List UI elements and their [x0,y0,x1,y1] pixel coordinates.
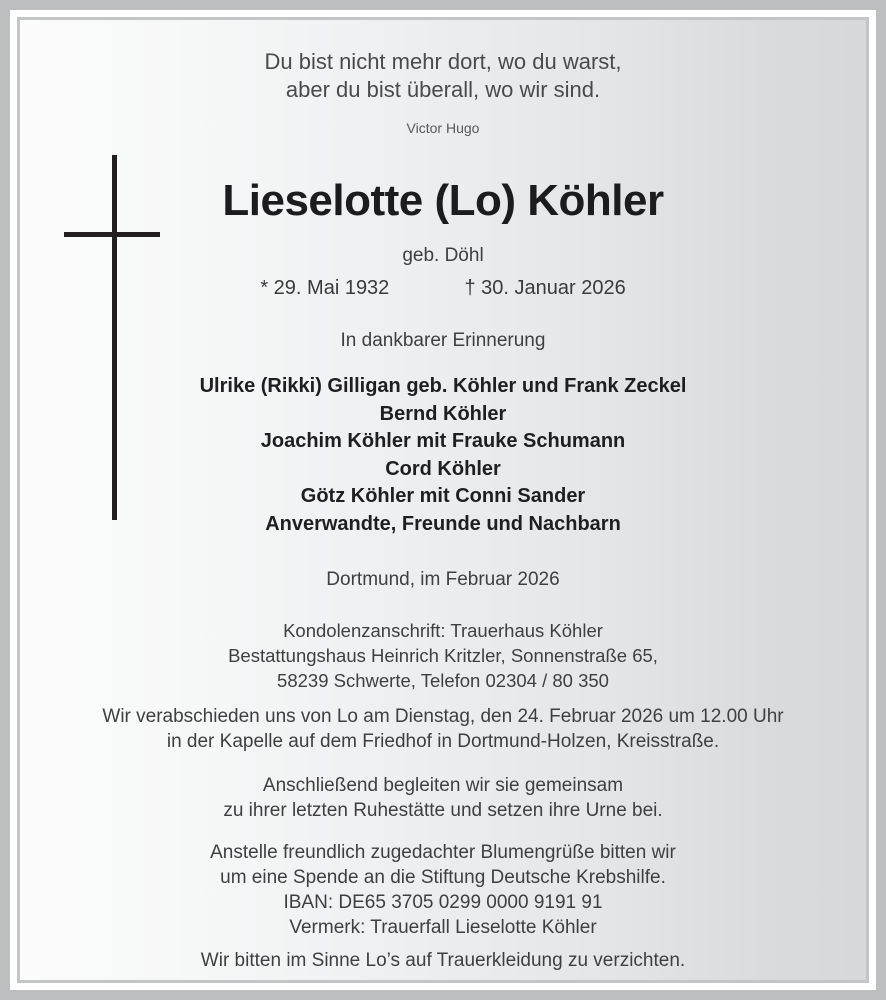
donation-line-2: um eine Spende an die Stiftung Deutsche Krebshilfe. [220,867,666,888]
family-list-item: Anverwandte, Freunde und Nachbarn [265,512,621,535]
family-list [20,373,866,538]
obituary-frame-rule [17,17,869,983]
death-date: 30. Januar 2026 [481,277,626,299]
obituary-card [20,20,866,980]
interment-line-1: Anschließend begleiten wir sie gemeinsam [262,775,624,796]
deceased-name: Lieselotte (Lo) Köhler [222,176,664,225]
obituary-frame-gap [10,10,876,990]
birth-date: 29. Mai 1932 [273,277,390,299]
death-symbol: † [464,277,476,299]
family-list-item: Ulrike (Rikki) Gilligan geb. Köhler und Frank Zeckel [199,375,687,397]
farewell-service-details [20,704,866,754]
family-list-item: Joachim Köhler mit Frauke Schumann [260,430,626,452]
farewell-line-2: in der Kapelle auf dem Friedhof in Dortmund-Holzen, Kreisstraße. [166,731,720,752]
farewell-line-1: Wir verabschieden uns von Lo am Dienstag, den 24. Februar 2026 um 12.00 Uhr [102,706,784,727]
donation-request [20,840,866,940]
condolence-address-line-1: Kondolenzanschrift: Trauerhaus Köhler [283,620,603,641]
deceased-maiden-name: geb. Döhl [402,245,484,266]
donation-reference: Vermerk: Trauerfall Lieselotte Köhler [289,917,597,938]
donation-line-1: Anstelle freundlich zugedachter Blumengrüße bitten wir [210,842,676,863]
condolence-address-line-3: 58239 Schwerte, Telefon 02304 / 80 350 [277,670,609,691]
interment-line-2: zu ihrer letzten Ruhestätte und setzen ihre Urne bei. [223,800,663,821]
memoriam-heading: In dankbarer Erinnerung [340,330,546,351]
epitaph-attribution: Victor Hugo [406,120,480,136]
interment-details [20,773,866,823]
family-list-item: Bernd Köhler [379,402,507,425]
dresscode-request: Wir bitten im Sinne Lo’s auf Trauerkleidung zu verzichten. [200,950,686,971]
condolence-address [20,618,866,693]
family-list-item: Cord Köhler [385,457,501,480]
deceased-life-dates [20,275,866,301]
family-list-item: Götz Köhler mit Conni Sander [300,485,586,507]
condolence-address-line-2: Bestattungshaus Heinrich Kritzler, Sonnenstraße 65, [228,645,658,666]
obituary-content [20,20,866,980]
epitaph-quote-line-1: Du bist nicht mehr dort, wo du warst, [264,49,622,74]
birth-symbol: * [260,277,269,299]
epitaph-quote-line-2: aber du bist überall, wo wir sind. [285,77,601,102]
place-and-date: Dortmund, im Februar 2026 [326,569,560,590]
donation-iban: IBAN: DE65 3705 0299 0000 9191 91 [283,892,603,913]
epitaph-quote [20,48,866,104]
